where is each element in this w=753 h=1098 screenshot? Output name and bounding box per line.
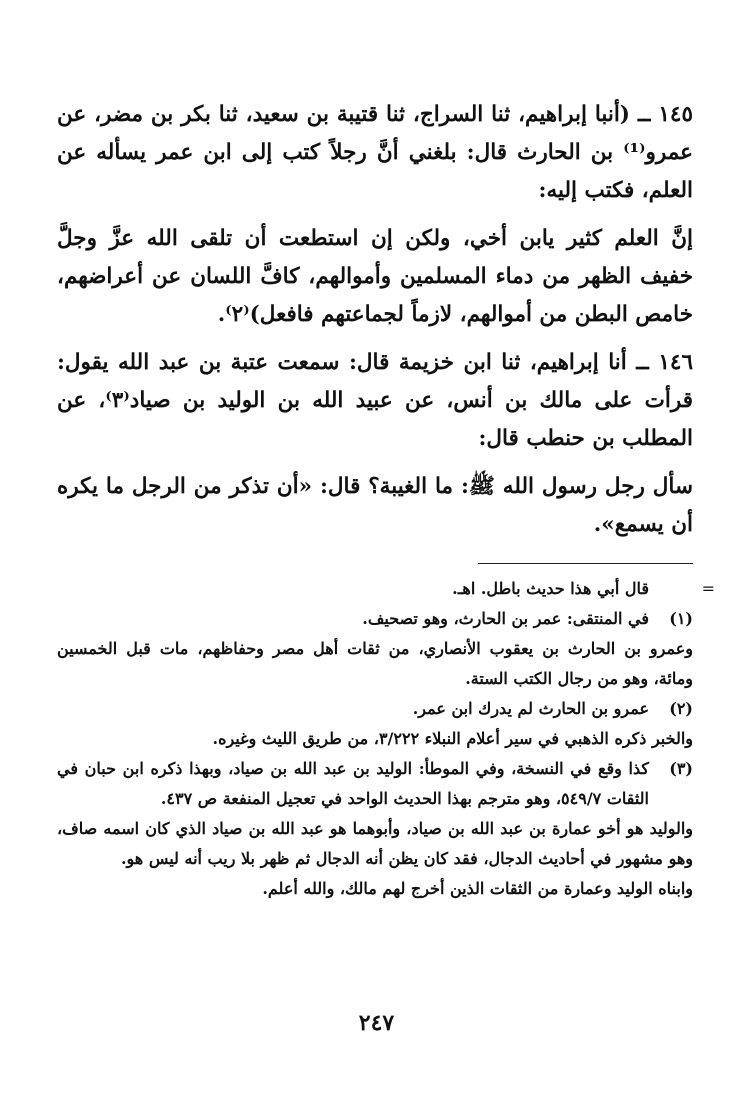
footnote-2-line-2: والخبر ذكره الذهبي في سير أعلام النبلاء ٣/٢٢٢، من طريق الليث وغيره. bbox=[212, 729, 693, 748]
footnote-1-number: (١) bbox=[669, 609, 693, 628]
footnote-carry-text: قال أبي هذا حديث باطل. اهـ. bbox=[452, 579, 649, 598]
footnote-1 bbox=[57, 604, 693, 634]
footnote-separator bbox=[478, 563, 693, 564]
footnote-carry bbox=[57, 574, 715, 604]
footnote-1-line-2: وعمرو بن الحارث بن يعقوب الأنصاري، من ثقات أهل مصر وحفاظهم، مات قبل الخمسين ومائة، وهو من رجال الكتب الستة. bbox=[57, 639, 693, 688]
footnote-3-line-1: كذا وقع في النسخة، وفي الموطأ: الوليد بن عبد الله بن صياد، وبهذا ذكره ابن حبان في الثقات ٥٤٩/٧، وهو مترجم بهذا الحديث الواحد في تعجيل المنفعة ص ٤٣٧. bbox=[57, 759, 649, 808]
carry-marker: = bbox=[701, 579, 715, 598]
footnote-3-line-3: وابناه الوليد وعمارة من الثقات الذين أخرج لهم مالك، والله أعلم. bbox=[262, 879, 693, 898]
footnote-2 bbox=[57, 694, 693, 724]
hadith-145-text: إنَّ العلم كثير يابن أخي، ولكن إن استطعت أن تلقى الله عزَّ وجلَّ خفيف الظهر من دماء المسلمين وأموالهم، كافَّ اللسان عن أعراضهم، خامص البطن من أموالهم، لازماً لجماعتهم فافعل)⁽٢⁾. bbox=[57, 226, 693, 327]
footnote-2-number: (٢) bbox=[669, 699, 693, 718]
footnote-3 bbox=[57, 754, 693, 814]
main-text bbox=[57, 96, 693, 544]
hadith-146-text: سأل رجل رسول الله ﷺ: ما الغيبة؟ قال: «أن تذكر من الرجل ما يكره أن يسمع». bbox=[57, 474, 693, 537]
footnote-1-line-1: في المنتقى: عمر بن الحارث، وهو تصحيف. bbox=[362, 609, 649, 628]
page-number: ٢٤٧ bbox=[358, 1010, 395, 1036]
footnotes bbox=[57, 574, 715, 904]
hadith-146: ١٤٦ ــ أنا إبراهيم، ثنا ابن خزيمة قال: سمعت عتبة بن عبد الله يقول: قرأت على مالك بن أنس، عن عبيد الله بن الوليد بن صياد⁽٣⁾، عن المطلب بن حنطب قال: bbox=[57, 350, 693, 451]
footnote-3-number: (٣) bbox=[669, 759, 693, 778]
footnote-2-line-1: عمرو بن الحارث لم يدرك ابن عمر. bbox=[412, 699, 649, 718]
footnote-3-line-2: والوليد هو أخو عمارة بن عبد الله بن صياد، وأبوهما هو عبد الله بن صياد الذي كان اسمه صاف، وهو مشهور في أحاديث الدجال، فقد كان يظن أنه الدجال ثم ظهر بلا ريب أنه ليس هو. bbox=[57, 819, 693, 868]
hadith-145: ١٤٥ ــ (أنبا إبراهيم، ثنا السراج، ثنا قتيبة بن سعيد، ثنا بكر بن مضر، عن عمرو⁽¹⁾ بن الحارث قال: بلغني أنَّ رجلاً كتب إلى ابن عمر يسأله عن العلم، فكتب إليه: bbox=[57, 102, 693, 203]
